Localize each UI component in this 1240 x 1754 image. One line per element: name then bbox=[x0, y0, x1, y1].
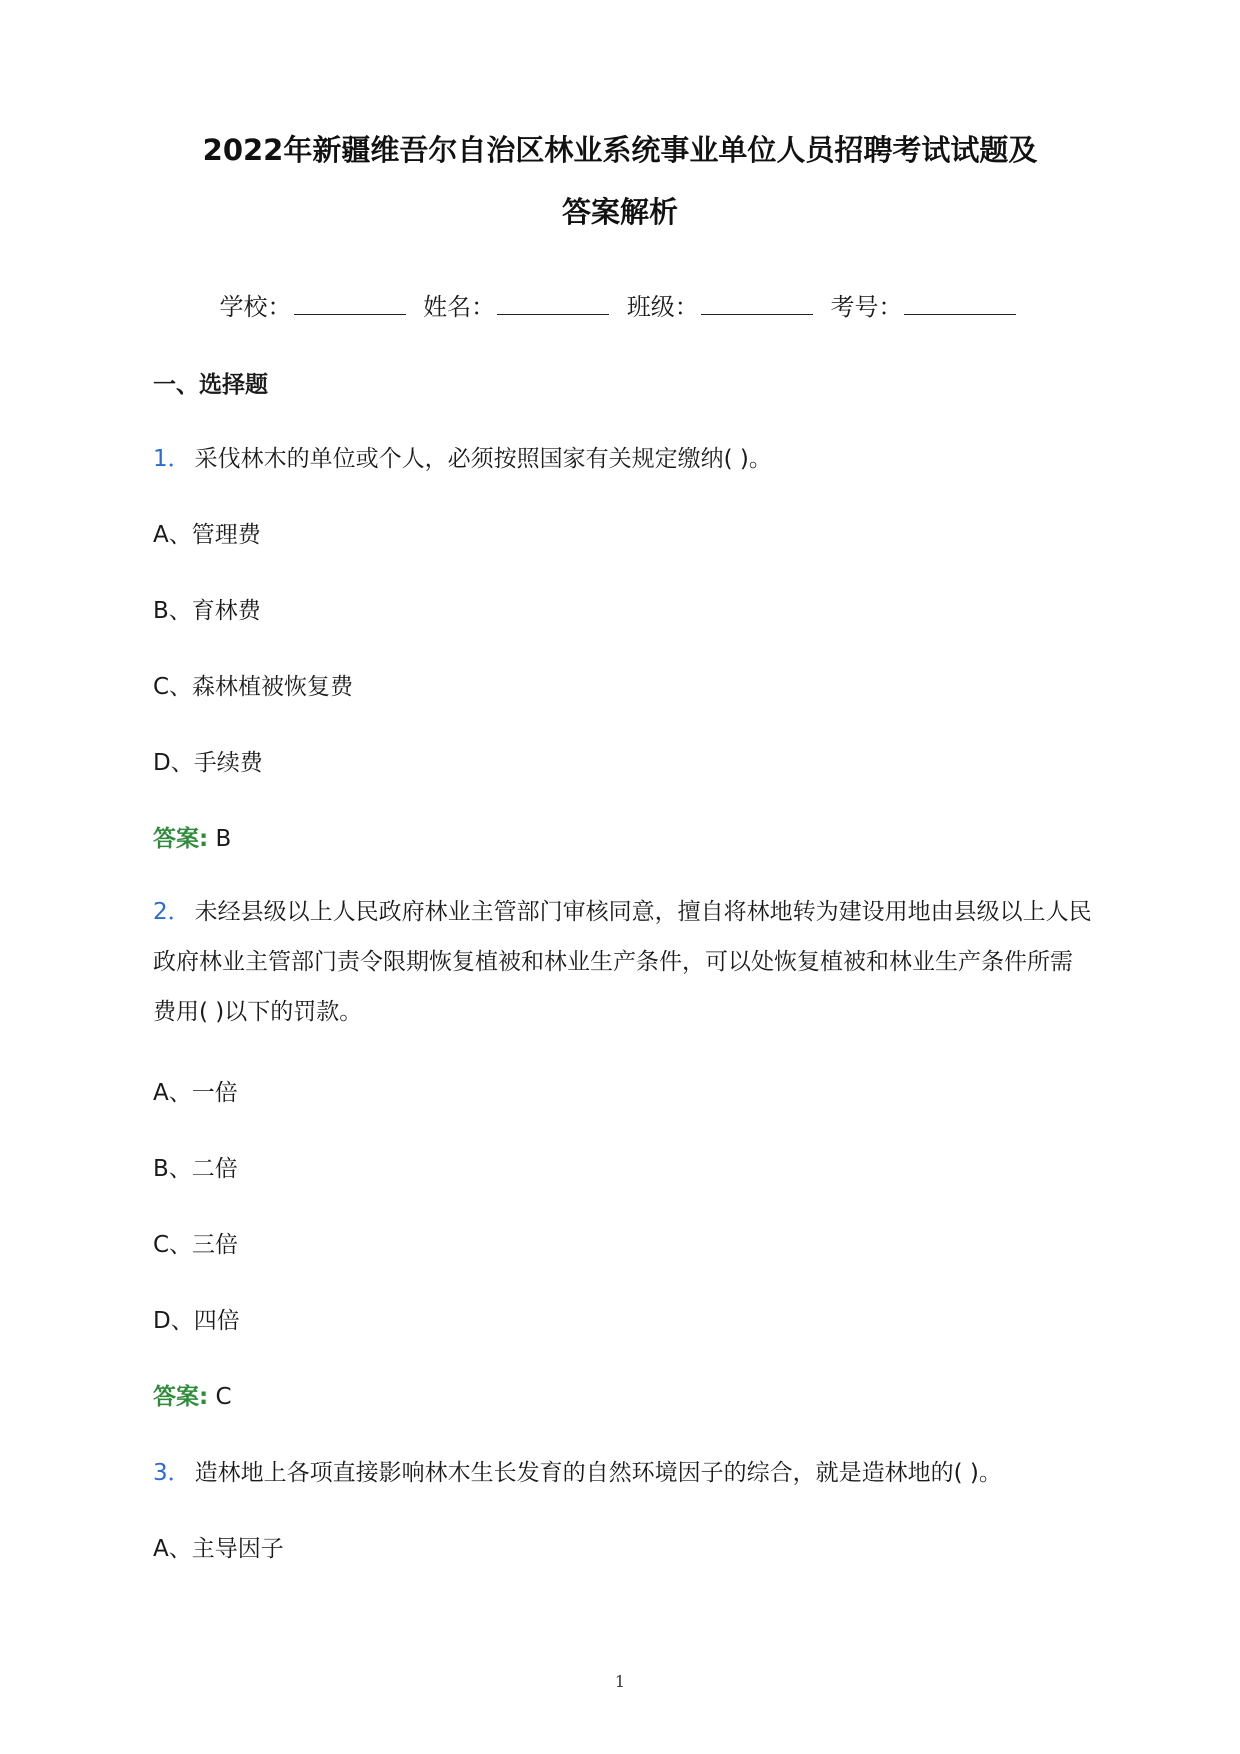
option-1c: C、森林植被恢复费 bbox=[153, 674, 354, 700]
page-number: 1 bbox=[614, 1672, 626, 1691]
name-blank bbox=[497, 292, 609, 315]
name-field bbox=[423, 293, 621, 321]
option-2d: D、四倍 bbox=[153, 1308, 240, 1334]
answer-value: C bbox=[208, 1384, 232, 1410]
option-2c: C、三倍 bbox=[153, 1232, 239, 1258]
question-text: 造林地上各项直接影响林木生长发育的自然环境因子的综合，就是造林地的( )。 bbox=[194, 1460, 1002, 1486]
student-info-row bbox=[0, 287, 1240, 322]
option-3a: A、主导因子 bbox=[153, 1536, 284, 1562]
exam-number-label: 考号： bbox=[830, 293, 903, 321]
name-label: 姓名： bbox=[423, 293, 496, 321]
exam-number-blank bbox=[904, 292, 1016, 315]
answer-2 bbox=[153, 1378, 232, 1411]
question-1 bbox=[153, 440, 772, 473]
section-heading: 一、选择题 bbox=[153, 372, 268, 398]
question-number: 2． bbox=[153, 899, 191, 925]
question-text: 未经县级以上人民政府林业主管部门审核同意，擅自将林地转为建设用地由县级以上人民政府林业主管部门责令限期恢复植被和林业生产条件，可以处恢复植被和林业生产条件所需费用( )以下的罚款。 bbox=[153, 899, 1092, 1025]
answer-label: 答案: bbox=[153, 826, 209, 852]
answer-1 bbox=[153, 820, 231, 853]
exam-number-field bbox=[830, 293, 1020, 321]
question-2 bbox=[153, 887, 1093, 1037]
question-number: 3． bbox=[153, 1460, 191, 1486]
school-blank bbox=[294, 292, 406, 315]
option-1a: A、管理费 bbox=[153, 522, 261, 548]
class-field bbox=[627, 293, 825, 321]
document-title-line1: 2022年新疆维吾尔自治区林业系统事业单位人员招聘考试试题及 bbox=[202, 133, 1038, 167]
question-number: 1． bbox=[153, 446, 191, 472]
school-field bbox=[220, 293, 418, 321]
school-label: 学校： bbox=[219, 293, 292, 321]
option-1d: D、手续费 bbox=[153, 750, 263, 776]
option-2a: A、一倍 bbox=[153, 1080, 238, 1106]
document-title-line2: 答案解析 bbox=[561, 195, 678, 229]
class-blank bbox=[701, 292, 813, 315]
class-label: 班级： bbox=[626, 293, 699, 321]
question-3 bbox=[153, 1454, 1002, 1487]
question-text: 采伐林木的单位或个人，必须按照国家有关规定缴纳( )。 bbox=[194, 446, 772, 472]
answer-label: 答案: bbox=[153, 1384, 209, 1410]
answer-value: B bbox=[208, 826, 232, 852]
option-1b: B、育林费 bbox=[153, 598, 261, 624]
option-2b: B、二倍 bbox=[153, 1156, 238, 1182]
